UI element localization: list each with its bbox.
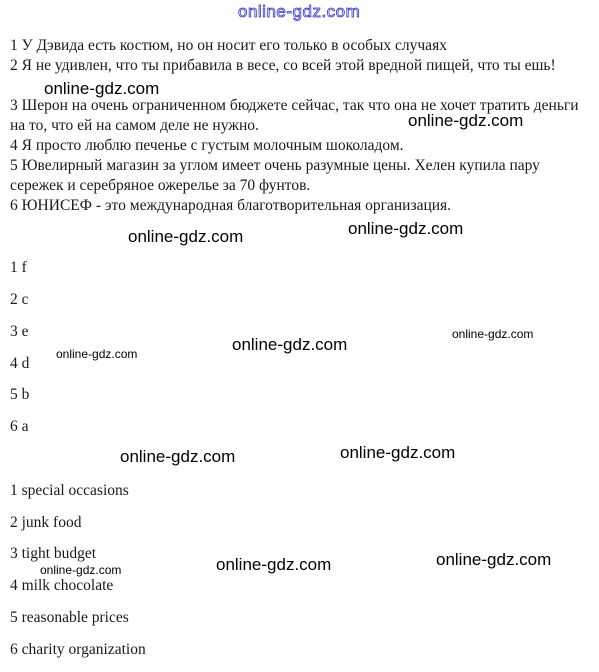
translation-item: 1 У Дэвида есть костюм, но он носит его только в особых случаях bbox=[10, 37, 447, 54]
phrase-item: 1 special occasions bbox=[10, 482, 129, 499]
watermark-text: online-gdz.com bbox=[128, 227, 244, 246]
watermark-text: online-gdz.com bbox=[436, 550, 552, 569]
header-watermark: online-gdz.com bbox=[238, 2, 361, 21]
watermark-text: online-gdz.com bbox=[232, 335, 348, 354]
watermark-text: online-gdz.com bbox=[56, 347, 138, 361]
watermark-text: online-gdz.com bbox=[216, 555, 332, 574]
watermark-text: online-gdz.com bbox=[40, 563, 122, 577]
matching-item: 2 c bbox=[10, 291, 29, 308]
matching-item: 5 b bbox=[10, 386, 30, 403]
translation-item: 5 Ювелирный магазин за углом имеет очень разумные цены. Хелен купила пару сережек и серебряное ожерелье за 70 фунтов. bbox=[10, 157, 540, 194]
translation-item: 3 Шерон на очень ограниченном бюджете сейчас, так что она не хочет тратить деньги на то, что ей на самом деле не нужно. bbox=[10, 97, 579, 134]
matching-item: 6 a bbox=[10, 418, 29, 435]
matching-item: 3 e bbox=[10, 323, 29, 340]
phrase-item: 5 reasonable prices bbox=[10, 609, 129, 626]
phrase-item: 3 tight budget bbox=[10, 545, 97, 562]
translation-item: 6 ЮНИСЕФ - это международная благотворительная организация. bbox=[10, 197, 452, 214]
watermark-text: online-gdz.com bbox=[120, 447, 236, 466]
matching-item: 1 f bbox=[10, 259, 27, 276]
phrase-item: 6 charity organization bbox=[10, 641, 146, 658]
watermark-text: online-gdz.com bbox=[452, 327, 534, 341]
translation-item: 2 Я не удивлен, что ты прибавила в весе, со всей этой вредной пищей, что ты ешь! bbox=[10, 57, 556, 74]
watermark-text: online-gdz.com bbox=[348, 219, 464, 238]
watermark-text: online-gdz.com bbox=[408, 111, 524, 130]
translation-item: 4 Я просто люблю печенье с густым молочным шоколадом. bbox=[10, 137, 404, 154]
matching-item: 4 d bbox=[10, 355, 30, 372]
watermark-text: online-gdz.com bbox=[340, 443, 456, 462]
phrase-item: 2 junk food bbox=[10, 514, 82, 531]
watermark-text: online-gdz.com bbox=[44, 79, 160, 98]
phrase-item: 4 milk chocolate bbox=[10, 577, 114, 594]
